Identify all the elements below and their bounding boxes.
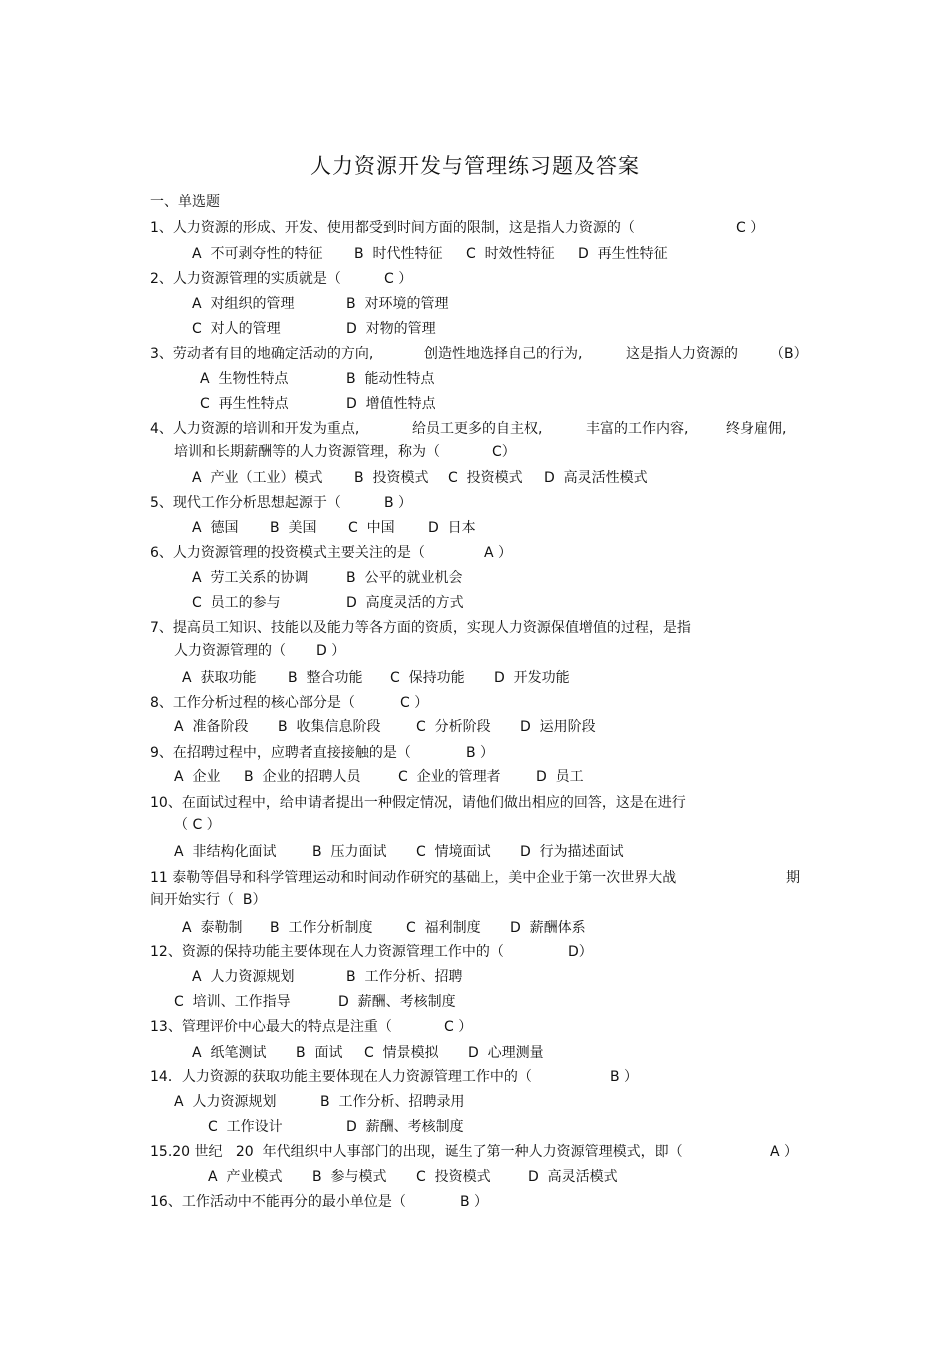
q9-option-a: A 企业 [174, 769, 221, 785]
q10-option-c: C 情境面试 [416, 844, 491, 860]
question-6: 6、人力资源管理的投资模式主要关注的是（ [150, 545, 425, 561]
q4-option-b: B 投资模式 [354, 470, 429, 486]
q11-option-c: C 福利制度 [406, 920, 481, 936]
q3-option-c: C 再生性特点 [200, 396, 289, 412]
question-16: 16、工作活动中不能再分的最小单位是（ [150, 1194, 406, 1210]
q11-option-b: B 工作分析制度 [270, 920, 373, 936]
answer-1: C ） [736, 220, 765, 236]
section-heading: 一、单选题 [150, 194, 220, 210]
q14-option-d: D 薪酬、考核制度 [346, 1119, 464, 1135]
question-15: 15.20 世纪 20 年代组织中人事部门的出现，诞生了第一种人力资源管理模式，即（ [150, 1144, 683, 1160]
question-1: 1、人力资源的形成、开发、使用都受到时间方面的限制，这是指人力资源的（ [150, 220, 635, 236]
q12-option-b: B 工作分析、招聘 [346, 969, 463, 985]
q15-option-a: A 产业模式 [208, 1169, 283, 1185]
q15-option-b: B 参与模式 [312, 1169, 387, 1185]
q12-option-d: D 薪酬、考核制度 [338, 994, 456, 1010]
q14-option-b: B 工作分析、招聘录用 [320, 1094, 465, 1110]
q9-option-d: D 员工 [536, 769, 584, 785]
question-3-part-2: 创造性地选择自己的行为, [424, 346, 583, 362]
q4-option-c: C 投资模式 [448, 470, 523, 486]
q6-option-b: B 公平的就业机会 [346, 570, 463, 586]
q7-option-b: B 整合功能 [288, 670, 363, 686]
question-3-part-3: 这是指人力资源的 [626, 346, 738, 362]
q9-option-c: C 企业的管理者 [398, 769, 501, 785]
answer-10: （ C ） [174, 817, 221, 833]
q13-option-b: B 面试 [296, 1045, 343, 1061]
q15-option-d: D 高灵活模式 [528, 1169, 618, 1185]
q2-option-a: A 对组织的管理 [192, 296, 295, 312]
answer-5: B ） [384, 495, 413, 511]
answer-16: B ） [460, 1194, 489, 1210]
question-11-part-1: 11 泰勒等倡导和科学管理运动和时间动作研究的基础上，美中企业于第一次世界大战 [150, 870, 677, 886]
q9-option-b: B 企业的招聘人员 [244, 769, 361, 785]
answer-4: C） [492, 444, 516, 460]
q11-option-d: D 薪酬体系 [510, 920, 586, 936]
q4-option-d: D 高灵活性模式 [544, 470, 648, 486]
answer-15: A ） [770, 1144, 799, 1160]
q8-option-d: D 运用阶段 [520, 719, 596, 735]
question-4-part-4: 终身雇佣, [726, 421, 787, 437]
question-12: 12、资源的保持功能主要体现在人力资源管理工作中的（ [150, 944, 504, 960]
q8-option-c: C 分析阶段 [416, 719, 491, 735]
question-4-part-1: 4、人力资源的培训和开发为重点, [150, 421, 360, 437]
question-5: 5、现代工作分析思想起源于（ [150, 495, 341, 511]
q7-option-c: C 保持功能 [390, 670, 465, 686]
q5-option-d: D 日本 [428, 520, 476, 536]
q3-option-b: B 能动性特点 [346, 371, 435, 387]
q5-option-b: B 美国 [270, 520, 317, 536]
question-7-part-2: 人力资源管理的（ [174, 643, 286, 659]
question-4-part-5: 培训和长期薪酬等的人力资源管理，称为（ [174, 444, 440, 460]
q13-option-d: D 心理测量 [468, 1045, 544, 1061]
q13-option-a: A 纸笔测试 [192, 1045, 267, 1061]
question-9: 9、在招聘过程中，应聘者直接接触的是（ [150, 745, 411, 761]
answer-2: C ） [384, 271, 413, 287]
q1-option-c: C 时效性特征 [466, 246, 555, 262]
q7-option-a: A 获取功能 [182, 670, 257, 686]
q11-option-a: A 泰勒制 [182, 920, 243, 936]
q1-option-d: D 再生性特征 [578, 246, 668, 262]
q10-option-d: D 行为描述面试 [520, 844, 624, 860]
q13-option-c: C 情景模拟 [364, 1045, 439, 1061]
q14-option-a: A 人力资源规划 [174, 1094, 277, 1110]
question-13: 13、管理评价中心最大的特点是注重（ [150, 1019, 392, 1035]
q5-option-c: C 中国 [348, 520, 395, 536]
q8-option-b: B 收集信息阶段 [278, 719, 381, 735]
q6-option-c: C 员工的参与 [192, 595, 281, 611]
q10-option-a: A 非结构化面试 [174, 844, 277, 860]
question-2: 2、人力资源管理的实质就是（ [150, 271, 341, 287]
question-7-part-1: 7、提高员工知识、技能以及能力等各方面的资质，实现人力资源保值增值的过程，是指 [150, 620, 691, 636]
q12-option-a: A 人力资源规划 [192, 969, 295, 985]
q3-option-a: A 生物性特点 [200, 371, 289, 387]
q2-option-d: D 对物的管理 [346, 321, 436, 337]
q4-option-a: A 产业（工业）模式 [192, 470, 323, 486]
question-11-part-3: 间开始实行（ B） [150, 892, 267, 908]
q7-option-d: D 开发功能 [494, 670, 570, 686]
q12-option-c: C 培训、工作指导 [174, 994, 291, 1010]
q10-option-b: B 压力面试 [312, 844, 387, 860]
question-11-part-2: 期 [786, 870, 800, 886]
answer-9: B ） [466, 745, 495, 761]
q14-option-c: C 工作设计 [208, 1119, 283, 1135]
q15-option-c: C 投资模式 [416, 1169, 491, 1185]
question-14: 14．人力资源的获取功能主要体现在人力资源管理工作中的（ [150, 1069, 532, 1085]
question-4-part-2: 给员工更多的自主权, [412, 421, 543, 437]
answer-12: D） [568, 944, 593, 960]
q1-option-a: A 不可剥夺性的特征 [192, 246, 323, 262]
question-3-part-1: 3、劳动者有目的地确定活动的方向, [150, 346, 374, 362]
answer-8: C ） [400, 695, 429, 711]
question-4-part-3: 丰富的工作内容, [586, 421, 689, 437]
answer-7: D ） [316, 643, 346, 659]
document-title: 人力资源开发与管理练习题及答案 [310, 154, 640, 178]
q3-option-d: D 增值性特点 [346, 396, 436, 412]
answer-3: （B） [770, 346, 808, 362]
question-8: 8、工作分析过程的核心部分是（ [150, 695, 355, 711]
q6-option-a: A 劳工关系的协调 [192, 570, 309, 586]
q2-option-c: C 对人的管理 [192, 321, 281, 337]
answer-14: B ） [610, 1069, 639, 1085]
answer-13: C ） [444, 1019, 473, 1035]
q1-option-b: B 时代性特征 [354, 246, 443, 262]
q6-option-d: D 高度灵活的方式 [346, 595, 464, 611]
answer-6: A ） [484, 545, 513, 561]
q5-option-a: A 德国 [192, 520, 239, 536]
question-10-part-1: 10、在面试过程中，给申请者提出一种假定情况，请他们做出相应的回答，这是在进行 [150, 795, 686, 811]
q8-option-a: A 准备阶段 [174, 719, 249, 735]
q2-option-b: B 对环境的管理 [346, 296, 449, 312]
